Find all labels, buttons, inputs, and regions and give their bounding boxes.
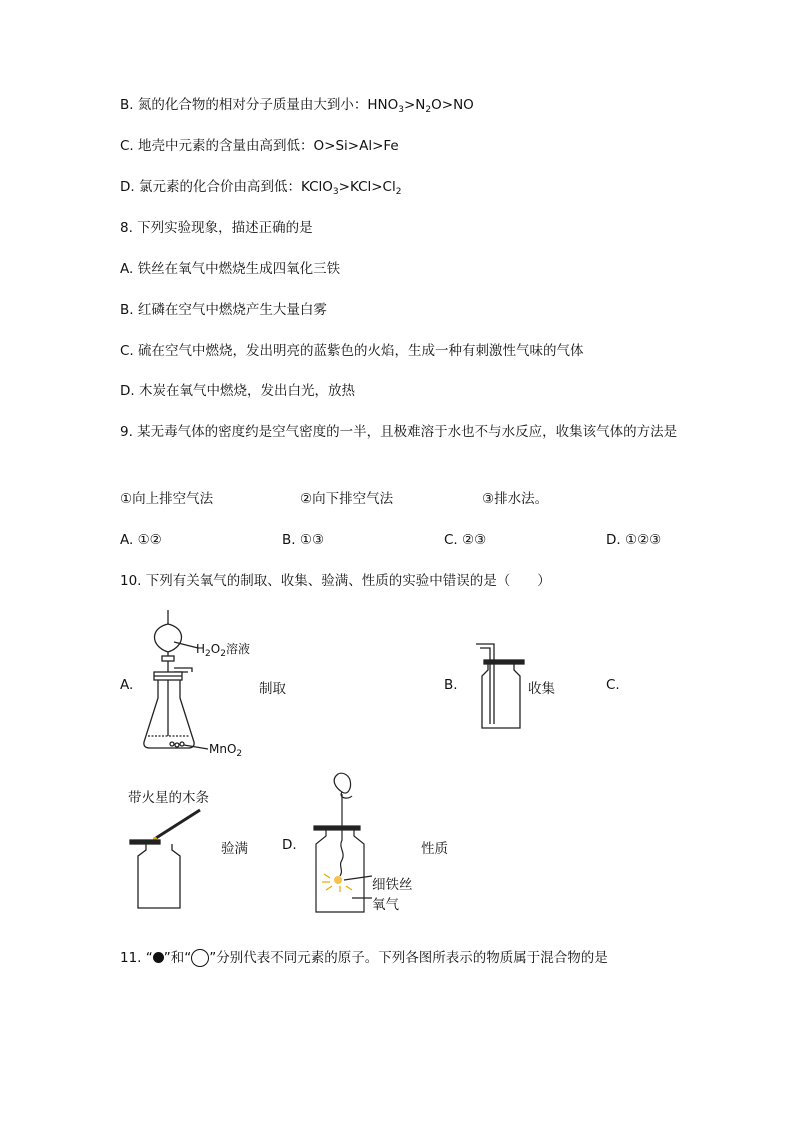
q8-option-a: A. 铁丝在氧气中燃烧生成四氧化三铁: [120, 261, 341, 277]
iron-wire-label: 细铁丝: [372, 877, 413, 893]
q7-option-d: D. 氯元素的化合价由高到低：$KClO_3>KCl>Cl_2$: [120, 179, 402, 197]
h2o2-solution-label: $H_2O_2$溶液: [196, 642, 250, 659]
verify-full-apparatus: [128, 806, 218, 912]
q8-option-b: B. 红磷在空气中燃烧产生大量白雾: [120, 302, 327, 318]
q9-stem: 9. 某无毒气体的密度约是空气密度的一半，且极难溶于水也不与水反应，收集该气体的方法是: [120, 424, 678, 440]
q10-option-c-caption: 验满: [221, 841, 248, 857]
hollow-atom-icon: [191, 949, 209, 967]
q11-stem: 11. “ ”和“ ”分别代表不同元素的原子。下列各图所表示的物质属于混合物的是: [120, 950, 608, 966]
q9-option-c: C. ②③: [444, 532, 487, 548]
q10-option-b-letter: B.: [444, 677, 458, 693]
q7-option-c: C. 地壳中元素的含量由高到低：O>Si>Al>Fe: [120, 138, 399, 154]
q10-option-d-letter: D.: [282, 837, 297, 853]
oxygen-label: 氧气: [372, 897, 399, 913]
q10-stem: 10. 下列有关氧气的制取、收集、验满、性质的实验中错误的是（ ）: [120, 573, 551, 589]
q7-option-b: B. 氮的化合物的相对分子质量由大到小：$HNO_3>N_2O>NO$: [120, 97, 474, 115]
q9-option-d: D. ①②③: [606, 532, 662, 548]
q10-option-b-caption: 收集: [528, 681, 555, 697]
q8-option-d: D. 木炭在氧气中燃烧，发出白光，放热: [120, 383, 355, 399]
glowing-splint-label: 带火星的木条: [128, 790, 209, 806]
q9-method-3: ③排水法。: [482, 491, 549, 507]
q10-option-a-letter: A.: [120, 677, 134, 693]
q9-option-b: B. ①③: [282, 532, 325, 548]
mno2-label: MnO$_2$: [209, 742, 243, 759]
q9-method-1: ①向上排空气法: [120, 491, 214, 507]
filled-atom-icon: [153, 952, 164, 963]
q8-option-c: C. 硫在空气中燃烧，发出明亮的蓝紫色的火焰，生成一种有刺激性气味的气体: [120, 343, 584, 359]
q10-option-c-letter: C.: [606, 677, 620, 693]
q10-option-d-caption: 性质: [421, 841, 448, 857]
collection-bottle: [474, 640, 532, 732]
q9-method-2: ②向下排空气法: [300, 491, 394, 507]
q8-stem: 8. 下列实验现象，描述正确的是: [120, 220, 313, 236]
q9-option-a: A. ①②: [120, 532, 162, 548]
q10-option-a-caption: 制取: [259, 681, 286, 697]
